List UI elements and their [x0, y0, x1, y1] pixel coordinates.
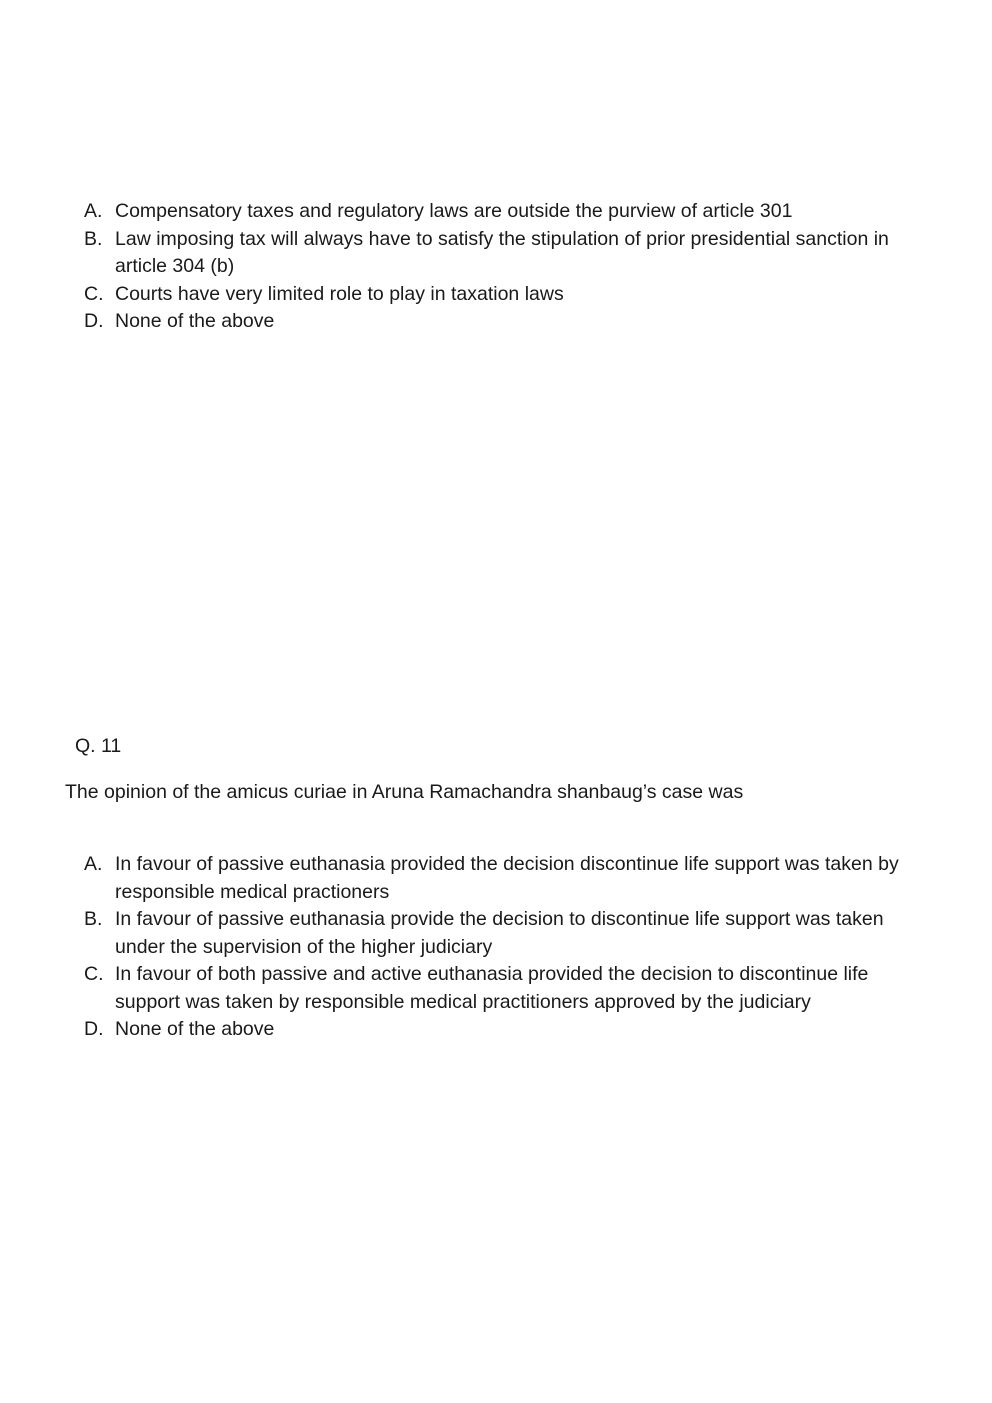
option-letter: C. [84, 282, 104, 305]
option-letter: B. [84, 908, 103, 930]
question-number: Q. 11 [75, 735, 122, 757]
option-text: Compensatory taxes and regulatory laws are outside the purview of article 301 [115, 200, 793, 222]
q10-option-c [84, 281, 924, 309]
option-text: None of the above [115, 1018, 275, 1040]
option-letter: A. [84, 853, 103, 875]
option-text: In favour of both passive and active euthanasia provided the decision to discontinue life support was taken by responsible medical practitioners approved by the judiciary [115, 963, 869, 1013]
q11-option-c [84, 961, 924, 1016]
q10-option-b [84, 226, 924, 281]
q10-option-a [84, 198, 924, 226]
q11-options-list [84, 851, 924, 1044]
option-text: None of the above [115, 310, 275, 332]
question-text: The opinion of the amicus curiae in Aruna Ramachandra shanbaug’s case was [65, 781, 744, 803]
q10-option-d [84, 308, 924, 336]
option-letter: C. [84, 963, 104, 985]
option-text: In favour of passive euthanasia provide the decision to discontinue life support was taken under the supervision of the higher judiciary [115, 908, 884, 958]
option-text: Courts have very limited role to play in taxation laws [115, 282, 564, 305]
q11-option-a [84, 851, 924, 906]
option-letter: A. [84, 200, 103, 222]
option-text: Law imposing tax will always have to satisfy the stipulation of prior presidential sanction in article 304 (b) [115, 227, 889, 277]
q11-option-b [84, 906, 924, 961]
option-letter: D. [84, 310, 104, 332]
option-text: In favour of passive euthanasia provided the decision discontinue life support was taken by responsible medical practioners [115, 853, 899, 903]
option-letter: D. [84, 1018, 104, 1040]
option-letter: B. [84, 227, 103, 250]
q10-options-list [84, 198, 924, 336]
q11-option-d [84, 1016, 924, 1044]
